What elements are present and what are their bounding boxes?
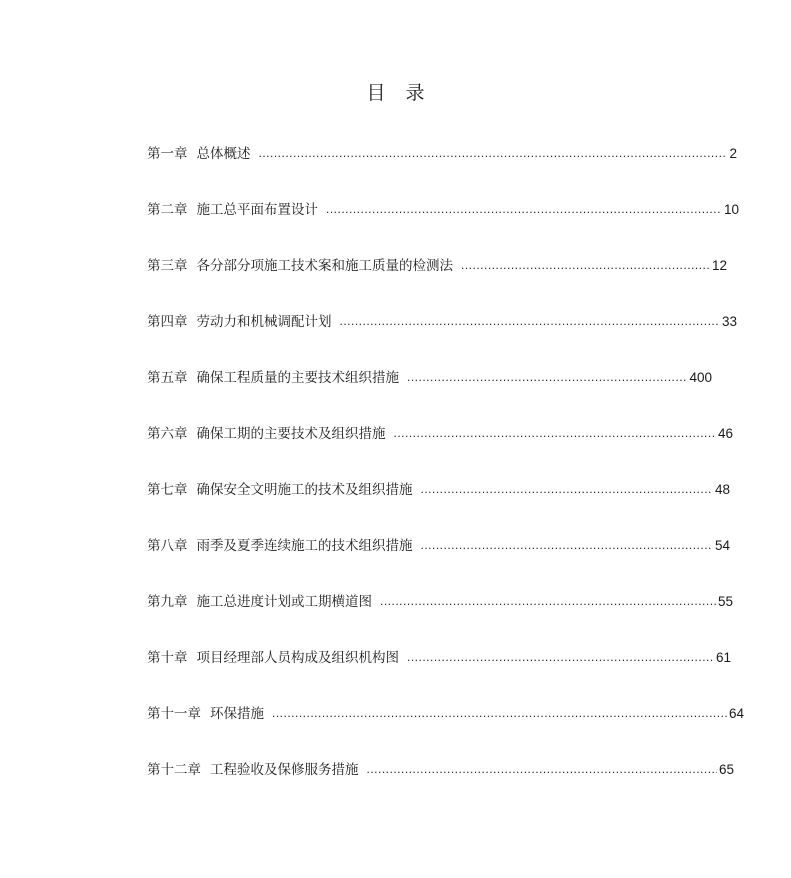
toc-page-number: 65 <box>718 762 734 777</box>
toc-entry[interactable] <box>147 760 734 780</box>
toc-chapter-label: 第十一章 <box>147 706 201 722</box>
toc-dot-leader <box>380 591 716 611</box>
toc-entry-title: 环保措施 <box>210 706 264 722</box>
toc-entry-title: 确保工期的主要技术及组织措施 <box>196 426 386 442</box>
toc-entry-title: 项目经理部人员构成及组织机构图 <box>196 650 399 666</box>
toc-dot-leader <box>421 479 713 499</box>
toc-dot-leader <box>272 703 727 723</box>
toc-chapter-label: 第八章 <box>147 538 188 554</box>
toc-page-number: 64 <box>728 706 744 721</box>
toc-chapter-label: 第十章 <box>147 650 188 666</box>
toc-entry[interactable] <box>147 200 739 220</box>
toc-entry[interactable] <box>147 144 737 164</box>
toc-entry-title: 劳动力和机械调配计划 <box>196 314 332 330</box>
toc-chapter-label: 第十二章 <box>147 762 201 778</box>
toc-dot-leader <box>421 535 713 555</box>
toc-entry[interactable] <box>147 368 712 388</box>
toc-dot-leader <box>367 759 717 779</box>
toc-entry[interactable] <box>147 424 733 444</box>
toc-page-number: 33 <box>721 314 737 329</box>
toc-page-number: 12 <box>711 258 727 273</box>
toc-page-number: 2 <box>729 146 737 161</box>
toc-page-number: 54 <box>714 538 730 553</box>
toc-entry-title: 确保安全文明施工的技术及组织措施 <box>196 482 413 498</box>
toc-dot-leader <box>461 255 710 275</box>
toc-entry[interactable] <box>147 592 733 612</box>
toc-chapter-label: 第五章 <box>147 370 188 386</box>
toc-entry[interactable] <box>147 256 727 276</box>
toc-chapter-label: 第七章 <box>147 482 188 498</box>
toc-dot-leader <box>394 423 716 443</box>
toc-entry-title: 工程验收及保修服务措施 <box>210 762 359 778</box>
toc-entry[interactable] <box>147 480 730 500</box>
toc-entry-title: 各分部分项施工技术案和施工质量的检测法 <box>196 258 453 274</box>
toc-dot-leader <box>407 367 687 387</box>
toc-entry[interactable] <box>147 312 737 332</box>
toc-entry-title: 施工总进度计划或工期横道图 <box>196 594 372 610</box>
toc-entry[interactable] <box>147 648 731 668</box>
page-title-char-1: 目 <box>366 82 386 104</box>
toc-entry[interactable] <box>147 536 730 556</box>
toc-page-number: 10 <box>723 202 739 217</box>
toc-dot-leader <box>326 199 722 219</box>
toc-chapter-label: 第六章 <box>147 426 188 442</box>
toc-dot-leader <box>340 311 720 331</box>
toc-chapter-label: 第四章 <box>147 314 188 330</box>
page-title-char-2: 录 <box>405 82 425 104</box>
toc-page-number: 55 <box>717 594 733 609</box>
toc-entry[interactable] <box>147 704 744 724</box>
toc-dot-leader <box>407 647 714 667</box>
toc-entry-title: 确保工程质量的主要技术组织措施 <box>196 370 399 386</box>
toc-entry-title: 雨季及夏季连续施工的技术组织措施 <box>196 538 413 554</box>
toc-entry-title: 总体概述 <box>196 146 251 162</box>
toc-page-number: 46 <box>717 426 733 441</box>
toc-page-number: 48 <box>714 482 730 497</box>
toc-page-number: 61 <box>715 650 731 665</box>
toc-chapter-label: 第一章 <box>147 146 188 162</box>
toc-chapter-label: 第三章 <box>147 258 188 274</box>
toc-chapter-label: 第二章 <box>147 202 188 218</box>
toc-chapter-label: 第九章 <box>147 594 188 610</box>
toc-entry-title: 施工总平面布置设计 <box>196 202 318 218</box>
toc-dot-leader <box>259 143 728 163</box>
toc-page-number: 400 <box>689 370 712 385</box>
